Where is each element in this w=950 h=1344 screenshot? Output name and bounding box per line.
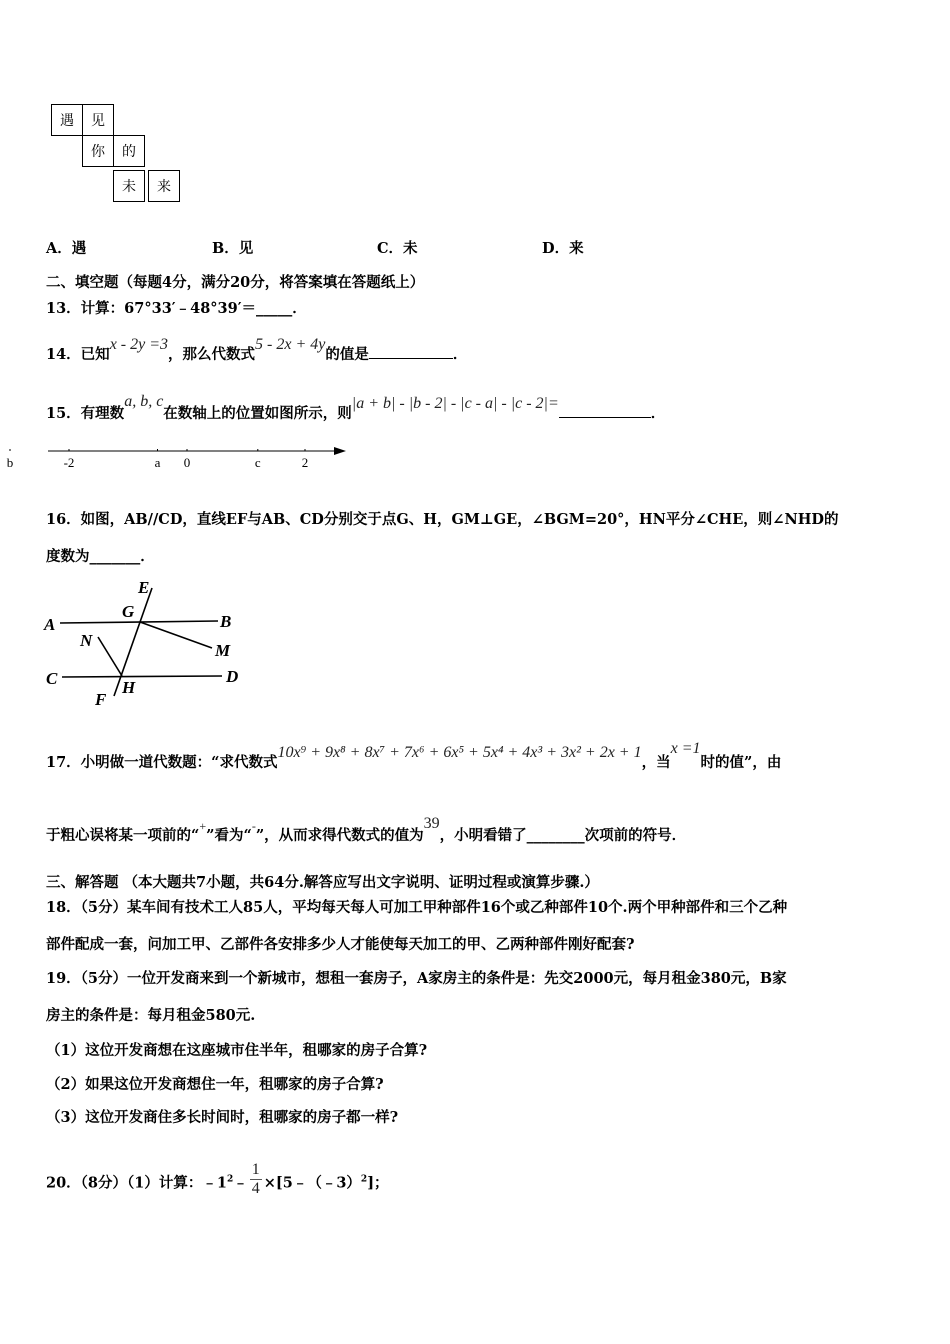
number-line-label: 2 <box>301 455 309 470</box>
q17-mid: ，当 <box>641 754 671 771</box>
label-e: E <box>138 578 150 597</box>
q14-middle: ，那么代数式 <box>168 346 256 363</box>
number-line-label: b <box>6 455 14 470</box>
q17-value: 39 <box>423 815 440 832</box>
net-cell: 你 <box>82 135 114 167</box>
question-15 <box>46 393 666 423</box>
line-gm <box>140 622 212 648</box>
net-cell: 来 <box>148 170 180 202</box>
label-a: A <box>44 615 56 634</box>
label-g: G <box>122 602 135 621</box>
answer-blank <box>559 403 651 418</box>
section-2-heading: 二、填空题（每题4分，满分20分，将答案填在答题纸上） <box>46 274 425 291</box>
question-13: 13．计算：67°33′﹣48°39′＝_____． <box>46 300 307 317</box>
line-cd <box>62 676 222 677</box>
q15-end: ． <box>650 405 666 422</box>
section-3-heading: 三、解答题 （本大题共7小题，共64分.解答应写出文字说明、证明过程或演算步骤.） <box>46 874 599 891</box>
question-17-line-2 <box>46 815 687 845</box>
q14-condition: x - 2y =3 <box>109 336 169 353</box>
question-14 <box>46 336 468 364</box>
question-16-line-2: 度数为_______． <box>46 548 155 565</box>
line-hn <box>98 637 122 676</box>
q17-text-c: ”，从而求得代数式的值为 <box>255 827 424 844</box>
q17-polynomial: 10x⁹ + 9x⁸ + 8x⁷ + 7x⁶ + 6x⁵ + 5x⁴ + 4x³ + 3x² + 2x + 1 <box>277 744 642 761</box>
question-18-line-1: 18．（5分）某车间有技术工人85人，平均每天每人可加工甲种部件16个或乙种部件10个.两个甲种部件和三个乙种 <box>46 899 788 916</box>
q17-text-a: 于粗心误将某一项前的“ <box>46 827 200 844</box>
q20-rest: ×[5﹣（﹣3） <box>263 1174 361 1192</box>
fraction <box>250 1161 262 1198</box>
number-line <box>6 440 360 474</box>
label-h: H <box>122 678 136 697</box>
net-cell: 的 <box>113 135 145 167</box>
label-n: N <box>80 631 93 650</box>
q14-suffix: 的值是 <box>325 346 369 363</box>
q17-prefix: 17．小明做一道代数题：“求代数式 <box>46 754 278 771</box>
q14-prefix: 14．已知 <box>46 346 110 363</box>
q14-end: ． <box>452 346 468 363</box>
exponent: 2 <box>360 1174 368 1185</box>
q20-prefix: 20．（8分）（1）计算：﹣1 <box>46 1174 227 1192</box>
label-d: D <box>226 667 239 686</box>
number-line-arrow <box>334 447 346 455</box>
q17-suffix: 时的值”，由 <box>700 754 782 771</box>
number-line-label: 0 <box>183 455 191 470</box>
question-20 <box>46 1161 389 1202</box>
net-cell: 未 <box>113 170 145 202</box>
option-b: B．见 <box>212 240 254 257</box>
question-16-line-1: 16．如图，AB//CD，直线EF与AB、CD分别交于点G、H，GM⊥GE，∠BGM=20°，HN平分∠CHE，则∠NHD的 <box>46 511 839 528</box>
question-19-sub-3: （3）这位开发商住多长时间时，租哪家的房子都一样? <box>46 1109 399 1126</box>
option-d: D．来 <box>542 240 584 257</box>
exponent: 2 <box>226 1174 234 1185</box>
answer-blank <box>369 344 453 359</box>
q17-condition: x =1 <box>670 740 701 757</box>
fraction-numerator: 1 <box>251 1161 260 1178</box>
number-line-label: c <box>254 455 261 470</box>
label-c: C <box>46 669 58 688</box>
question-18-line-2: 部件配成一套，问加工甲、乙部件各安排多少人才能使每天加工的甲、乙两种部件刚好配套? <box>46 936 635 953</box>
fraction-denominator: 4 <box>251 1180 260 1197</box>
net-cell: 见 <box>82 104 114 136</box>
label-f: F <box>95 690 107 709</box>
question-17-line-1 <box>46 740 782 772</box>
number-line-label: a <box>154 455 161 470</box>
number-line-label: -2 <box>63 455 75 470</box>
q15-variables: a, b, c <box>124 393 164 410</box>
question-19-sub-2: （2）如果这位开发商想住一年，租哪家的房子合算? <box>46 1076 384 1093</box>
option-a: A．遇 <box>46 240 87 257</box>
question-19-line-2: 房主的条件是：每月租金580元. <box>46 1007 256 1024</box>
question-19-line-1: 19．（5分）一位开发商来到一个新城市，想租一套房子，A家房主的条件是：先交2000元，每月租金380元，B家 <box>46 970 787 987</box>
net-cell: 遇 <box>51 104 83 136</box>
geometry-figure <box>40 574 260 712</box>
option-c: C．未 <box>377 240 418 257</box>
q15-prefix: 15．有理数 <box>46 405 125 422</box>
q14-expression: 5 - 2x + 4y <box>255 336 326 353</box>
plus-sign: + <box>199 819 207 833</box>
label-b: B <box>220 612 232 631</box>
question-19-sub-1: （1）这位开发商想在这座城市住半年，租哪家的房子合算? <box>46 1042 428 1059</box>
minus-sign: - <box>251 819 256 833</box>
q20-end: ]； <box>367 1174 389 1192</box>
q15-expression: |a + b| - |b - 2| - |c - a| - |c - 2|= <box>351 395 559 412</box>
q17-text-d: ，小明看错了________次项前的符号． <box>439 827 687 844</box>
q20-minus: ﹣ <box>233 1174 248 1192</box>
q15-middle: 在数轴上的位置如图所示，则 <box>163 405 352 422</box>
q17-text-b: ”看为“ <box>206 827 252 844</box>
label-m: M <box>215 641 231 660</box>
